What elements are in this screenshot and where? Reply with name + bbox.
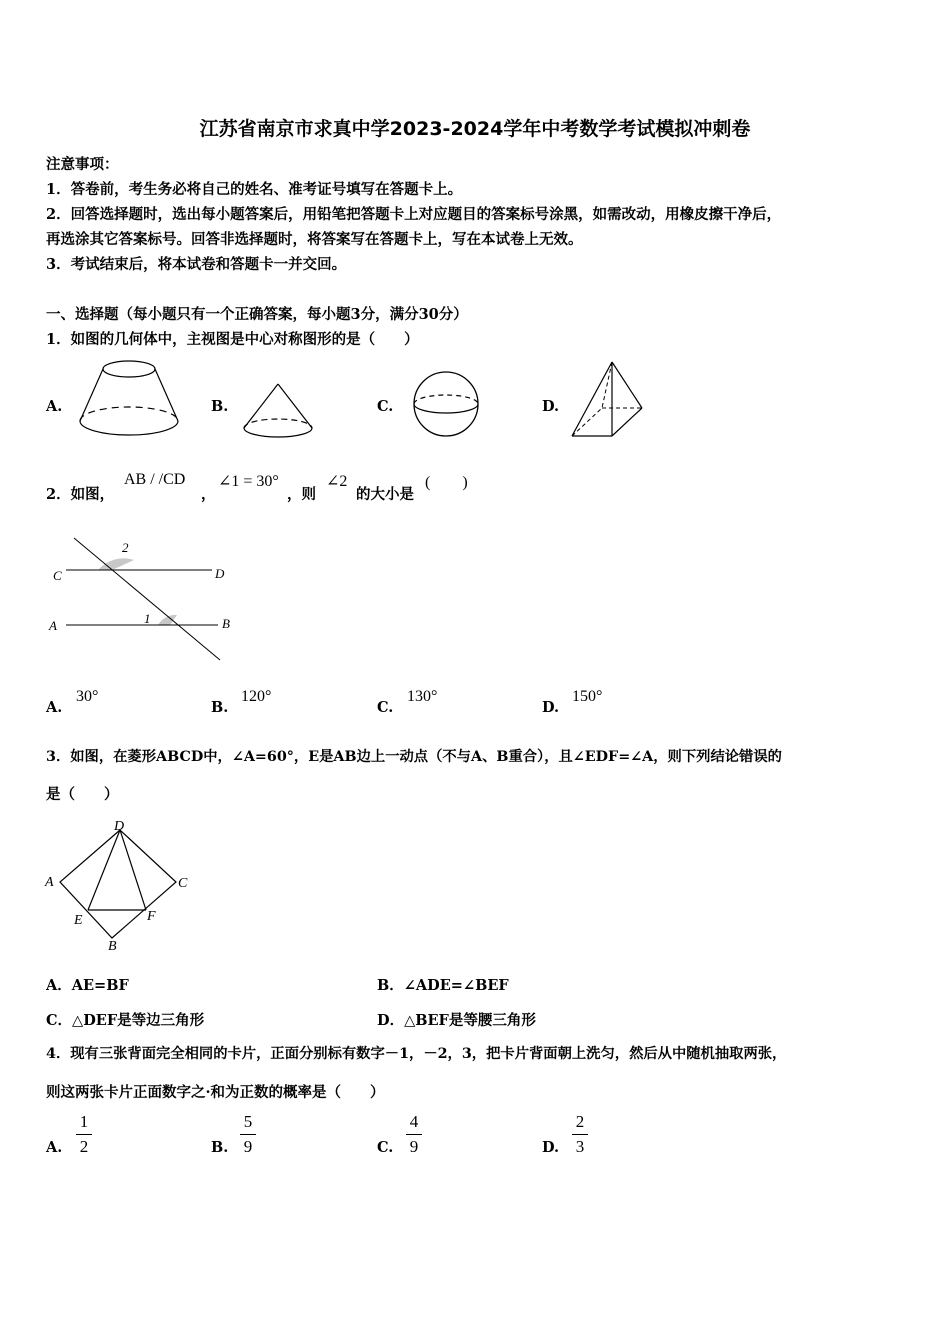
fraction-bar	[76, 1134, 92, 1135]
q2-stem-part2: ，	[201, 486, 216, 503]
q1-option-c-label: C.	[377, 398, 394, 415]
q1-option-b-label: B.	[211, 398, 229, 415]
q3-stem-line1: 3．如图，在菱形ABCD中，∠A=60°，E是AB边上一动点（不与A、B重合），且∠EDF=∠A，则下列结论错误的	[46, 749, 782, 765]
vertex-b-label: B	[108, 939, 117, 954]
parallel-lines-figure	[44, 532, 240, 666]
point-a-label: A	[49, 618, 57, 633]
notice-line-2b: 再选涂其它答案标号。回答非选择题时，将答案写在答题卡上，写在本试卷上无效。	[46, 231, 583, 248]
page-title: 江苏省南京市求真中学2023-2024学年中考数学考试模拟冲刺卷	[199, 118, 751, 140]
q2-option-a-label: A.	[46, 699, 63, 716]
q2-option-b-value: 120°	[241, 688, 272, 705]
q3-option-d: D．△BEF是等腰三角形	[377, 1012, 536, 1029]
q3-option-c: C．△DEF是等边三角形	[46, 1012, 205, 1029]
q2-option-b-label: B.	[211, 699, 229, 716]
fraction-bar	[572, 1134, 588, 1135]
q4-option-b-fraction	[240, 1112, 256, 1157]
q4-option-c-fraction	[406, 1112, 422, 1157]
q2-parallel-expression: AB / /CD	[124, 471, 186, 488]
q4-option-a-fraction	[76, 1112, 92, 1157]
q1-option-d-label: D.	[542, 398, 560, 415]
cone-figure	[240, 380, 316, 442]
fraction-bar	[406, 1134, 422, 1135]
notice-line-1: 1．答卷前，考生务必将自己的姓名、准考证号填写在答题卡上。	[46, 181, 463, 198]
vertex-c-label: C	[178, 876, 188, 891]
q2-angle2-expression: ∠2	[326, 473, 348, 490]
angle-2-label: 2	[122, 540, 129, 555]
q2-option-c-label: C.	[377, 699, 394, 716]
q4-stem-line1: 4．现有三张背面完全相同的卡片，正面分别标有数字－1，－2，3，把卡片背面朝上洗匀，然后从中随机抽取两张，	[46, 1046, 787, 1062]
vertex-e-label: E	[74, 913, 83, 928]
vertex-a-label: A	[45, 875, 54, 890]
section-heading: 一、选择题（每小题只有一个正确答案，每小题3分，满分30分）	[46, 306, 468, 323]
q1-option-a-label: A.	[46, 398, 63, 415]
q2-option-a-value: 30°	[76, 688, 99, 705]
q4-option-d-fraction	[572, 1112, 588, 1157]
sphere-figure	[408, 368, 484, 440]
q4-b-numerator: 5	[243, 1112, 253, 1131]
q1-stem: 1．如图的几何体中，主视图是中心对称图形的是（ ）	[46, 331, 419, 348]
q4-stem-line2: 则这两张卡片正面数字之·和为正数的概率是（ ）	[46, 1084, 385, 1101]
q4-c-numerator: 4	[409, 1112, 419, 1131]
q3-stem-line2: 是（ ）	[46, 786, 119, 803]
q3-option-b: B．∠ADE=∠BEF	[377, 977, 509, 994]
notice-line-2a: 2．回答选择题时，选出每小题答案后，用铅笔把答题卡上对应题目的答案标号涂黑，如需改动，用橡皮擦干净后，	[46, 206, 782, 223]
q2-answer-paren: ( )	[425, 474, 468, 491]
q3-option-a: A．AE=BF	[46, 977, 129, 994]
q4-option-b-label: B.	[211, 1139, 229, 1156]
q4-a-numerator: 1	[79, 1112, 89, 1131]
rhombus-figure	[44, 818, 196, 954]
pyramid-figure	[568, 358, 648, 442]
q2-stem-part3: ，则	[287, 486, 316, 503]
q2-option-d-value: 150°	[572, 688, 603, 705]
fraction-bar	[240, 1134, 256, 1135]
notice-line-3: 3．考试结束后，将本试卷和答题卡一并交回。	[46, 256, 347, 273]
q2-stem-part4: 的大小是	[356, 486, 414, 503]
point-b-label: B	[222, 616, 230, 631]
q2-stem-part1: 2．如图，	[46, 486, 115, 503]
q4-d-denominator: 3	[575, 1137, 585, 1156]
q2-option-c-value: 130°	[407, 688, 438, 705]
q4-option-c-label: C.	[377, 1139, 394, 1156]
q2-angle1-expression: ∠1 = 30°	[218, 473, 279, 490]
q4-option-d-label: D.	[542, 1139, 560, 1156]
vertex-d-label: D	[114, 819, 125, 834]
frustum-figure	[74, 356, 186, 444]
point-c-label: C	[53, 568, 62, 583]
q4-d-numerator: 2	[575, 1112, 585, 1131]
q4-c-denominator: 9	[409, 1137, 419, 1156]
q4-option-a-label: A.	[46, 1139, 63, 1156]
q4-b-denominator: 9	[243, 1137, 253, 1156]
q2-option-d-label: D.	[542, 699, 560, 716]
angle-1-label: 1	[144, 611, 151, 626]
vertex-f-label: F	[147, 909, 156, 924]
q4-a-denominator: 2	[79, 1137, 89, 1156]
notice-heading: 注意事项：	[46, 156, 119, 173]
point-d-label: D	[215, 566, 225, 581]
